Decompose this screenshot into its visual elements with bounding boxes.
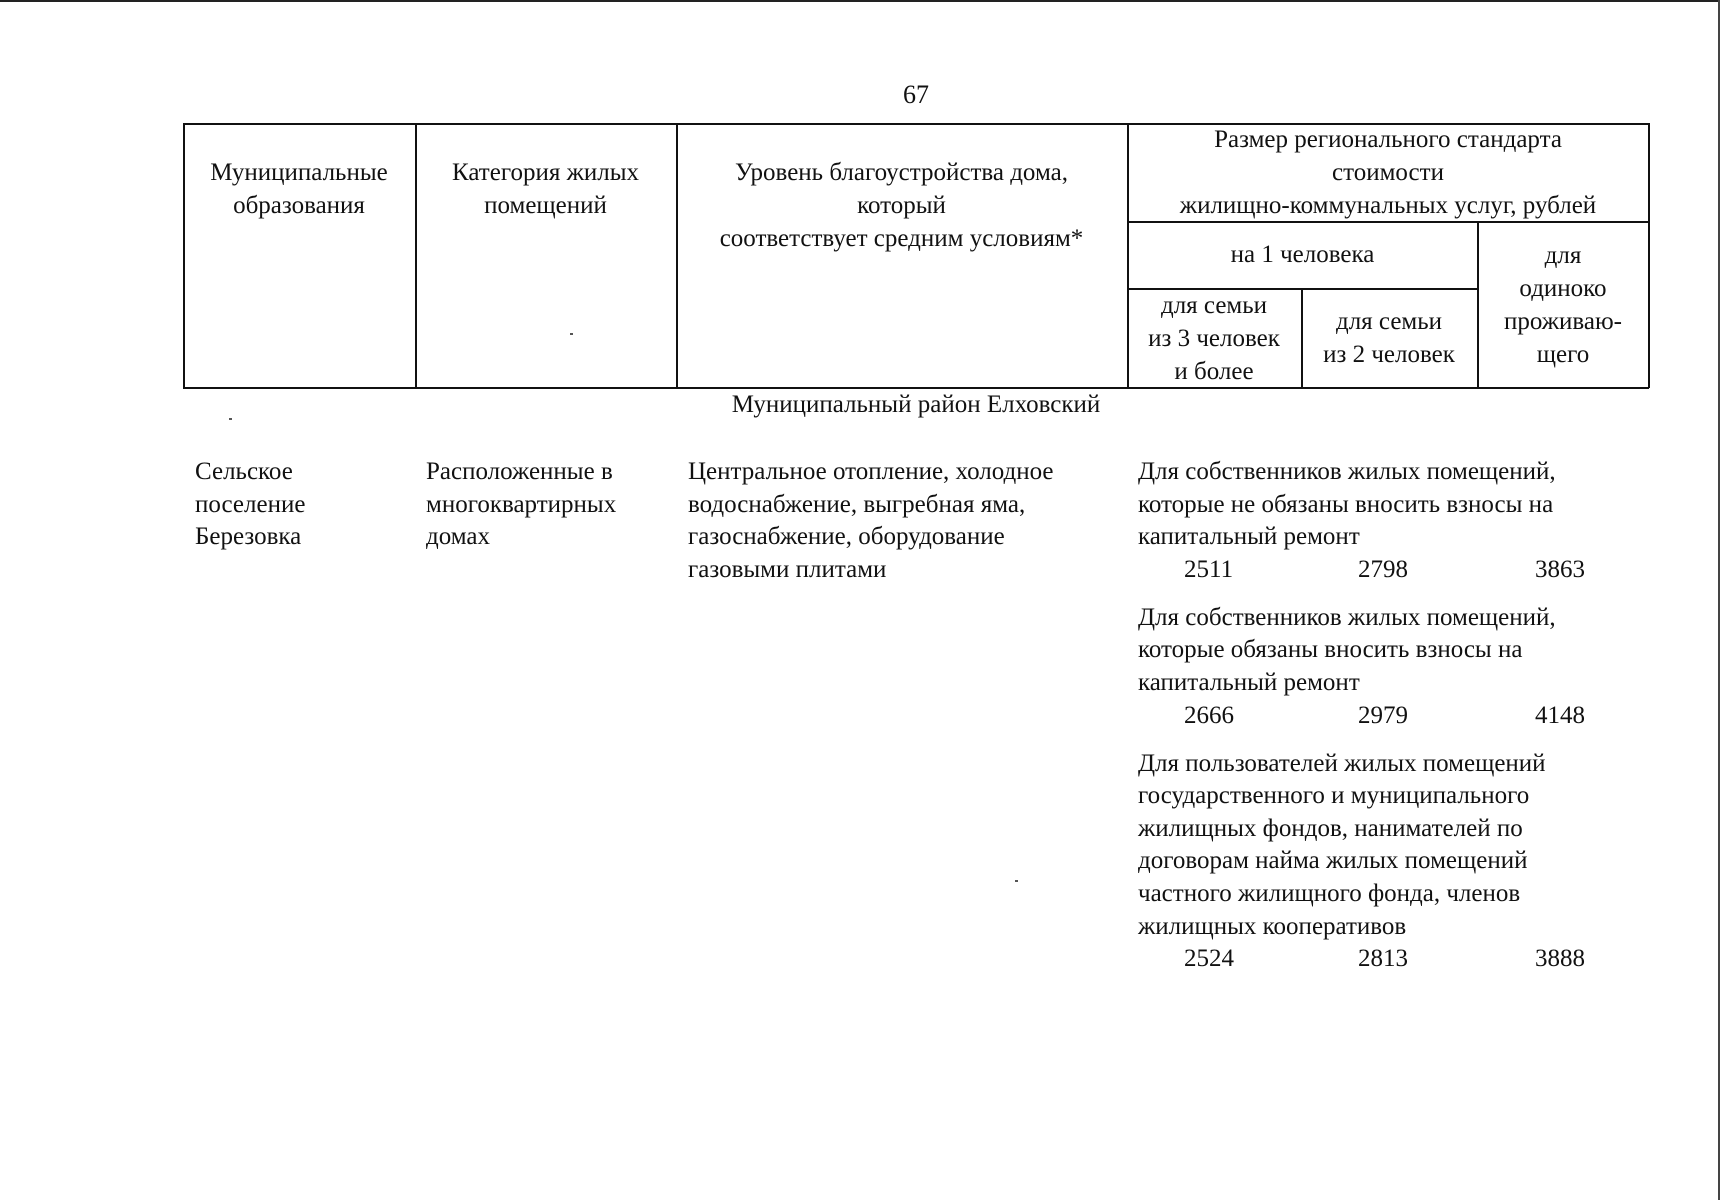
header-level-line: Уровень благоустройства дома, [735,159,1068,186]
group-title [1138,748,1658,944]
level-line: Центральное отопление, холодное [688,458,1054,485]
page-number: 67 [903,80,929,109]
level-cell [688,456,1054,586]
level-line: водоснабжение, выгребная яма, [688,490,1026,518]
municipality-line: Березовка [195,523,302,551]
header-level-line: соответствует средним условиям* [719,225,1084,252]
group-values [1138,700,1658,732]
header-standard [1127,123,1649,221]
header-family-3-line: и более [1174,357,1254,385]
value-single: 3863 [1535,555,1585,583]
group-title [1138,602,1658,700]
scan-speck [1015,880,1018,882]
value-family-3: 2666 [1184,701,1234,729]
header-per-person-label: на 1 человека [1230,241,1375,268]
group-title-line: государственного и муниципального [1138,782,1530,810]
value-family-2: 2813 [1358,945,1408,973]
header-standard-line: Размер регионального стандарта [1214,125,1562,153]
category-line: Расположенные в [426,458,613,485]
level-line: газоснабжение, оборудование [688,523,1005,551]
owner-group-contrib [1138,602,1658,732]
municipality-cell [195,456,305,554]
municipality-line: поселение [195,490,306,518]
header-municipal-line: образования [233,192,365,219]
district-title: Муниципальный район Елховский [731,391,1101,418]
scan-edge-top [0,0,1720,2]
group-title-line: договорам найма жилых помещений [1138,847,1528,875]
standard-cell [1138,456,1658,991]
group-title-line: которые обязаны вносить взносы на [1138,636,1523,664]
value-single: 4148 [1535,701,1585,729]
group-title-line: капитальный ремонт [1138,523,1360,551]
category-cell [426,456,616,554]
value-family-3: 2524 [1184,945,1234,973]
group-title-line: жилищных кооперативов [1138,912,1407,940]
group-title-line: Для собственников жилых помещений, [1138,458,1556,485]
header-category-line: помещений [484,192,607,219]
table-header [183,123,1649,388]
group-title-line: жилищных фондов, нанимателей по [1138,814,1523,842]
group-title-line: Для собственников жилых помещений, [1138,603,1556,631]
header-municipal-line: Муниципальные [210,159,388,186]
header-family-3-line: для семьи [1160,291,1268,319]
group-title [1138,456,1658,554]
header-single [1477,221,1649,388]
value-single: 3888 [1535,945,1585,973]
header-family-3 [1127,288,1301,388]
header-single-line: проживаю- [1504,307,1622,335]
header-standard-line: стоимости [1332,158,1444,186]
value-family-2: 2798 [1358,555,1408,583]
category-line: домах [426,523,490,551]
group-values [1138,943,1658,975]
value-family-3: 2511 [1184,555,1234,583]
category-line: многоквартирных [426,490,617,518]
value-family-2: 2979 [1358,701,1408,729]
header-municipal [183,123,415,421]
header-level [676,123,1127,421]
owner-group-no-contrib [1138,456,1658,586]
header-family-2 [1301,288,1477,388]
group-title-line: капитальный ремонт [1138,668,1360,696]
header-level-line: который [857,192,946,219]
header-single-line: щего [1536,340,1590,368]
group-title-line: которые не обязаны вносить взносы на [1138,490,1554,518]
header-single-line: для [1544,241,1582,269]
scan-speck [229,418,232,420]
municipality-line: Сельское [195,458,293,485]
header-family-3-line: из 3 человек [1148,324,1280,352]
tenant-group [1138,748,1658,976]
level-line: газовыми плитами [688,555,887,583]
header-category [415,123,676,421]
header-category-line: Категория жилых [452,159,639,186]
header-family-2-line: для семьи [1335,308,1443,335]
scan-speck [570,333,573,335]
header-family-2-line: из 2 человек [1323,341,1455,368]
group-title-line: частного жилищного фонда, членов [1138,879,1521,907]
header-per-person [1127,221,1478,288]
header-standard-line: жилищно-коммунальных услуг, рублей [1179,191,1597,219]
header-single-line: одиноко [1519,274,1607,302]
group-values [1138,554,1658,586]
group-title-line: Для пользователей жилых помещений [1138,749,1546,777]
